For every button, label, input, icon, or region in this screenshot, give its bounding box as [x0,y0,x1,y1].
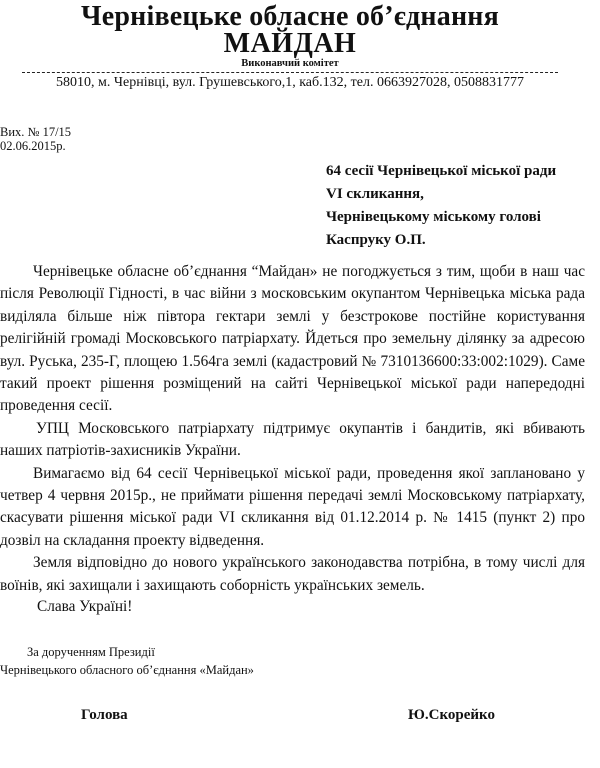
body-paragraph: Вимагаємо від 64 сесії Чернівецької міської ради, проведення якої заплановано у четвер 4 червня 2015р., не приймати рішення передачі землі Московському патріархату, скасувати рішення міської ради VI скликання від 01.12.2014 р. № 1415 (пункт 2) про дозвіл на складання проекту відведення. [0,464,585,549]
outgoing-date: 02.06.2015р. [0,139,66,153]
authorization-line-1: За дорученням Президії [27,645,155,659]
addressee-line: Каспруку О.П. [326,232,426,248]
organization-subtitle: Виконавчий комітет [241,58,339,69]
signatory-name: Ю.Скорейко [408,707,496,723]
outgoing-reference [0,125,71,153]
addressee-line: VI скликання, [326,186,424,202]
authorization-line-2: Чернівецького обласного об’єднання «Майдан» [0,663,254,677]
body-paragraph: Чернівецьке обласне об’єднання “Майдан» не погоджується з тим, щоби в наш час після Революції Гідності, в час війни з московським окупантом Чернівецька міська рада виділяла більше ніж півтора гектари землі у безстрокове постійне користування релігійній громаді Московського патріархату. Йдеться про земельну ділянку за адресою вул. Руська, 235-Г, площею 1.564га землі (кадастровий № 7310136600:33:002:1029). Саме такий проект рішення розміщений на сайті Чернівецької міської ради напередодні проведення сесії. [0,263,585,415]
organization-name: Чернівецьке обласне об’єднання [81,1,499,32]
organization-brand: МАЙДАН [223,28,357,59]
authorization-block [0,643,254,679]
body-paragraph: Земля відповідно до нового українського законодавства потрібна, в тому числі для воїнів, які захищали і захищають соборність українських земель. [0,554,585,594]
addressee-line: 64 сесії Чернівецької міської ради [326,163,557,179]
outgoing-number: Вих. № 17/15 [0,125,72,139]
closing-salutation: Слава Україні! [37,598,133,615]
letter-body [0,261,585,597]
signatory-role: Голова [81,707,128,723]
addressee-block [326,160,556,252]
addressee-line: Чернівецькому міському голові [326,209,541,225]
organization-address: 58010, м. Чернівці, вул. Грушевського,1, каб.132, тел. 0663927028, 0508831777 [56,75,524,90]
body-paragraph: УПЦ Московського патріархату підтримує окупантів і бандитів, які вбивають наших патріотів-захисників України. [0,419,585,460]
letterhead-divider [22,72,558,73]
